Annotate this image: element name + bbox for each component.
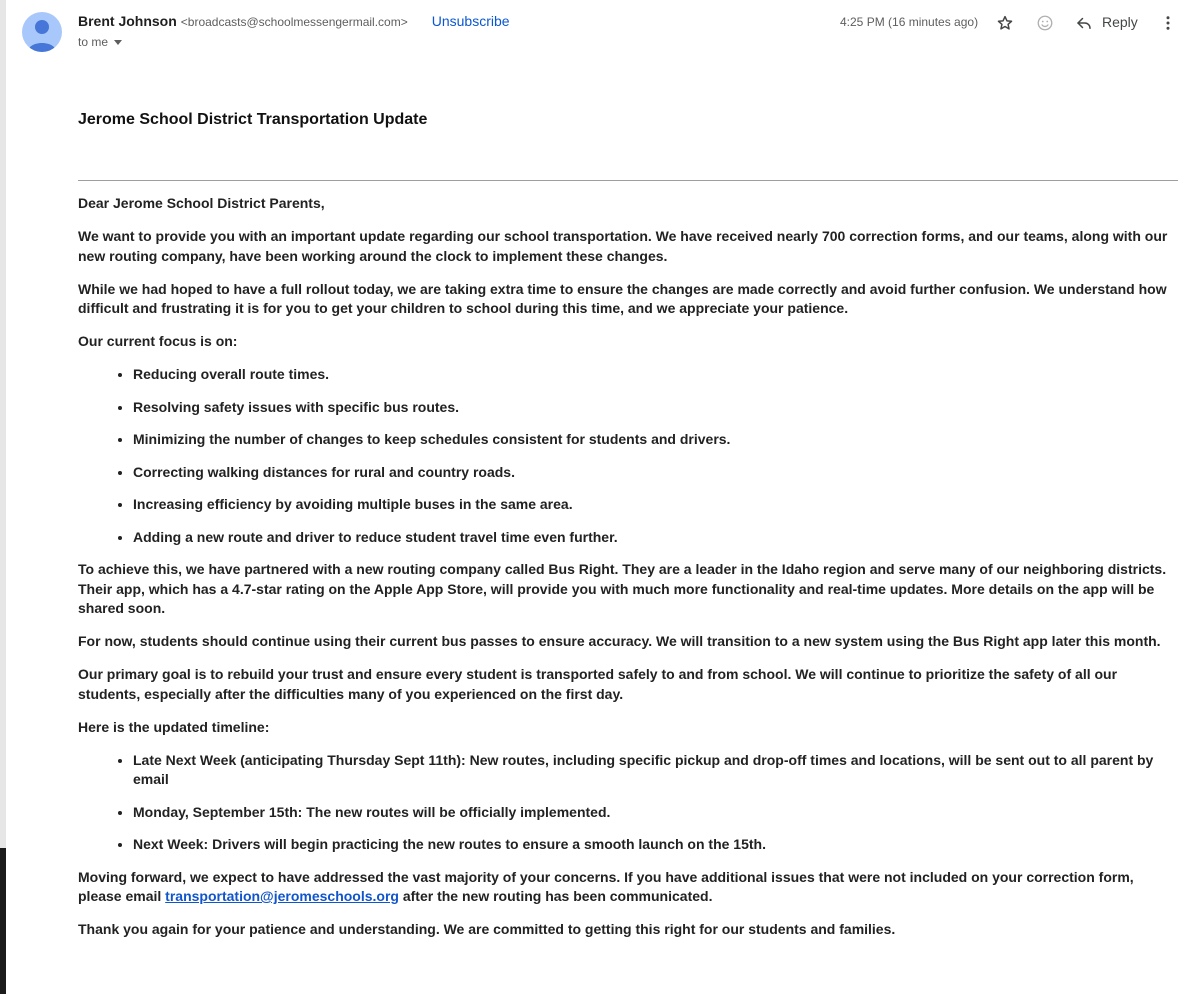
emoji-icon[interactable] <box>1033 11 1057 35</box>
avatar-person-svg <box>22 12 62 52</box>
timestamp: 4:25 PM (16 minutes ago) <box>840 15 979 29</box>
timeline-intro: Here is the updated timeline: <box>78 718 270 735</box>
sender-line <box>78 13 510 33</box>
focus-list <box>78 365 1178 547</box>
reply-icon[interactable] <box>1072 11 1096 35</box>
avatar-person-icon[interactable] <box>22 12 62 52</box>
paragraph-intro: We want to provide you with an important update regarding our school transportation. We have received nearly 700 correction forms, and our teams, along with our new routing company, have been working around the clock to implement these changes. <box>78 228 1168 264</box>
timeline-item: • Next Week: Drivers will begin practicing the new routes to ensure a smooth launch on the 15th. <box>133 835 1178 855</box>
paragraph-moving-forward <box>78 868 1178 907</box>
timeline-item: • Late Next Week (anticipating Thursday Sept 11th): New routes, including specific pickup and drop-off times and locations, will be sent out to all parent by email <box>133 751 1178 790</box>
greeting: Dear Jerome School District Parents, <box>78 195 325 211</box>
email-body <box>78 194 1178 953</box>
focus-item: • Correcting walking distances for rural and country roads. <box>133 463 1178 483</box>
more-vert-icon[interactable] <box>1156 11 1180 35</box>
focus-item: • Resolving safety issues with specific bus routes. <box>133 398 1178 418</box>
focus-item: • Minimizing the number of changes to keep schedules consistent for students and drivers. <box>133 430 1178 450</box>
timeline-list <box>78 751 1178 855</box>
reply-button[interactable]: Reply <box>1102 14 1138 30</box>
focus-item: • Reducing overall route times. <box>133 365 1178 385</box>
paragraph-rollout: While we had hoped to have a full rollout today, we are taking extra time to ensure the changes are made correctly and avoid further confusion. We understand how difficult and frustrating it is for you to get your children to school during this time, and we appreciate your patience. <box>78 280 1167 316</box>
email-title: Jerome School District Transportation Update <box>78 111 428 128</box>
focus-item: • Adding a new route and driver to reduce student travel time even further. <box>133 528 1178 548</box>
star-icon[interactable] <box>993 11 1017 35</box>
sender-email: <broadcasts@schoolmessengermail.com> <box>180 15 408 29</box>
chevron-down-icon[interactable] <box>114 40 122 45</box>
unsubscribe-link[interactable]: Unsubscribe <box>431 13 510 29</box>
closing: Thank you again for your patience and understanding. We are committed to getting this right for our students and families. <box>78 921 896 937</box>
recipient-label: to me <box>78 35 109 49</box>
focus-item: • Increasing efficiency by avoiding multiple buses in the same area. <box>133 495 1178 515</box>
paragraph-bus-passes: For now, students should continue using their current bus passes to ensure accuracy. We will transition to a new system using the Bus Right app later this month. <box>78 633 1161 649</box>
title-divider <box>78 180 1178 181</box>
moving-forward-text: Moving forward, we expect to have addressed the vast majority of your concerns. If you have additional issues that were not included on your correction form, please email <box>78 868 1134 904</box>
paragraph-bus-right: To achieve this, we have partnered with a new routing company called Bus Right. They are a leader in the Idaho region and serve many of our neighboring districts. Their app, which has a 4.7-star rating on the Apple App Store, will provide you with much more functionality and real-time updates. More details on the app will be shared soon. <box>78 561 1167 616</box>
window-left-edge <box>0 0 6 994</box>
paragraph-goal: Our primary goal is to rebuild your trust and ensure every student is transported safely to and from school. We will continue to prioritize the safety of all our students, especially after the difficulties many of you experienced on the first day. <box>78 666 1118 702</box>
timeline-item: • Monday, September 15th: The new routes will be officially implemented. <box>133 803 1178 823</box>
moving-forward-text-end: after the new routing has been communicated. <box>398 888 713 904</box>
sender-name[interactable]: Brent Johnson <box>78 13 177 29</box>
window-left-edge-dark <box>0 848 6 994</box>
contact-email-link[interactable]: transportation@jeromeschools.org <box>165 888 399 904</box>
recipient-line[interactable] <box>78 35 122 49</box>
focus-intro: Our current focus is on: <box>78 333 238 349</box>
